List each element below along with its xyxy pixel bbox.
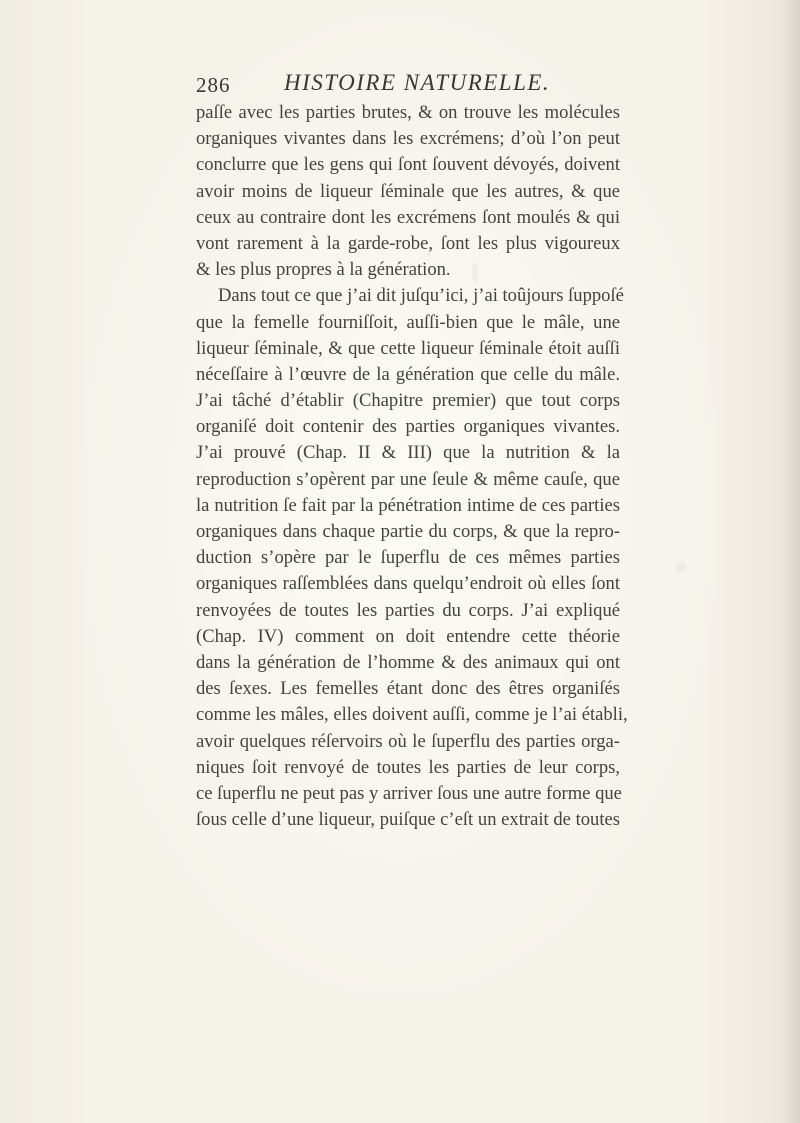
- text-line: (Chap. IV) comment on doit entendre cette théorie: [196, 625, 620, 647]
- text-line: dans la génération de l’homme & des animaux qui ont: [196, 651, 620, 673]
- text-line: des ſexes. Les femelles étant donc des êtres organiſés: [196, 678, 620, 700]
- text-line: vont rarement à la garde-robe, ſont les plus vigoureux: [196, 232, 620, 254]
- text-line: néceſſaire à l’œuvre de la génération que celle du mâle.: [196, 363, 620, 385]
- text-line: & les plus propres à la génération.: [196, 259, 451, 281]
- text-line: conclurre que les gens qui ſont ſouvent dévoyés, doivent: [196, 154, 620, 176]
- text-line: renvoyées de toutes les parties du corps. J’ai expliqué: [196, 599, 620, 621]
- page-number: 286: [196, 73, 231, 97]
- page-header: [196, 70, 636, 104]
- text-line: organiques vivantes dans les excrémens; d’où l’on peut: [196, 128, 620, 150]
- text-line: ſous celle d’une liqueur, puiſque c’eſt un extrait de toutes: [196, 809, 620, 831]
- paper-stain: [676, 562, 686, 572]
- text-line: que la femelle fourniſſoit, auſſi-bien que le mâle, une: [196, 311, 620, 333]
- text-line: la nutrition ſe fait par la pénétration intime de ces parties: [196, 494, 620, 516]
- text-line: ce ſuperflu ne peut pas y arriver ſous une autre forme que: [196, 782, 622, 804]
- body-text: [196, 100, 628, 833]
- text-line: ceux au contraire dont les excrémens ſont moulés & qui: [196, 206, 620, 228]
- page-edge-shadow: [782, 0, 800, 1123]
- text-line: reproduction s’opèrent par une ſeule & même cauſe, que: [196, 468, 620, 490]
- running-title: HISTOIRE NATURELLE.: [284, 70, 551, 95]
- text-line: Dans tout ce que j’ai dit juſqu’ici, j’ai toûjours ſuppoſé: [218, 285, 624, 307]
- text-line: duction s’opère par le ſuperflu de ces mêmes parties: [196, 547, 620, 569]
- text-line: organiques dans chaque partie du corps, & que la repro-: [196, 521, 620, 542]
- text-line: avoir quelques réſervoirs où le ſuperflu des parties orga-: [196, 730, 620, 752]
- text-line: J’ai tâché d’établir (Chapitre premier) que tout corps: [196, 390, 620, 412]
- text-line: organiques raſſemblées dans quelqu’endroit où elles ſont: [196, 573, 620, 595]
- text-line: comme les mâles, elles doivent auſſi, comme je l’ai établi,: [196, 704, 628, 726]
- text-line: J’ai prouvé (Chap. II & III) que la nutrition & la: [196, 442, 620, 464]
- text-line: organiſé doit contenir des parties organiques vivantes.: [196, 416, 620, 438]
- text-line: paſſe avec les parties brutes, & on trouve les molécules: [196, 102, 620, 123]
- text-line: niques ſoit renvoyé de toutes les parties de leur corps,: [196, 756, 620, 778]
- text-line: liqueur ſéminale, & que cette liqueur ſéminale étoit auſſi: [196, 337, 620, 359]
- text-line: avoir moins de liqueur ſéminale que les autres, & que: [196, 180, 620, 202]
